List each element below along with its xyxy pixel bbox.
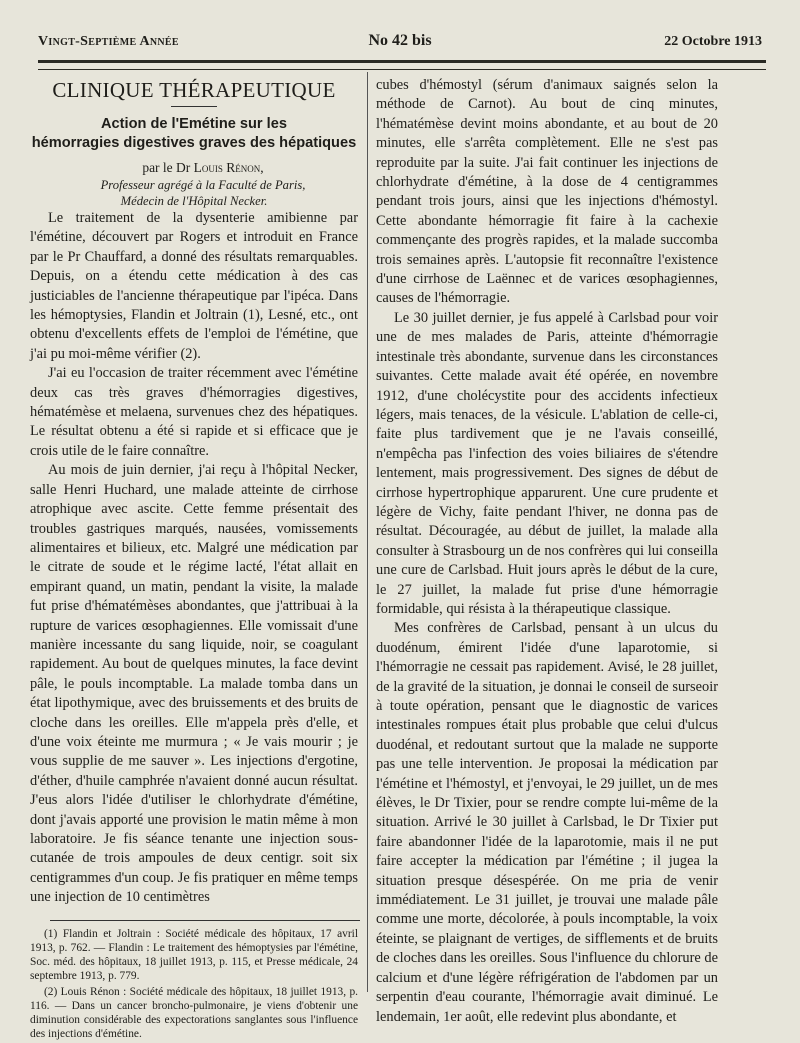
section-title: CLINIQUE THÉRAPEUTIQUE — [52, 78, 336, 102]
article-title-line2: hémorragies digestives graves des hépatiques — [31, 135, 357, 151]
issue-number: No 42 bis — [368, 32, 432, 49]
paragraph: Le 30 juillet dernier, je fus appelé à Carlsbad pour voir une de mes malades de Paris, atteinte d'hémorragie intestinale très abondante, survenue dans les circonstances suivantes. Cette malade avait été opérée, en novembre 1912, d'une cholécystite pour des accidents infectieux légers, mais tenaces, de la vésicule. L'ablation de celle-ci, faite plus tardivement que je ne l'avais conseillé, n'empêcha pas l'infection des voies biliaires de s'étendre lentement, mais progressivement. Des signes de début de cirrhose hypertrophique apparurent. Une cure prudente et légère de Vichy, faite pendant l'hiver, ne donna pas de résultat. Découragée, au début de juillet, la malade alla consulter à Strasbourg un de nos confrères qui lui conseilla une cure de Carlsbad. Huit jours après le début de la cure, le 27 juillet, la malade fut prise d'une hémorragie formidable, qui résista à la thérapeutique classique. — [376, 309, 718, 617]
byline-prefix: par le Dr — [142, 160, 191, 175]
issue-date: 22 Octobre 1913 — [664, 34, 762, 49]
paragraph: Mes confrères de Carlsbad, pensant à un ulcus du duodénum, émirent l'idée d'une laparotomie, si l'hémorragie ne cessait pas rapidement. Avisé, le 28 juillet, de la gravité de la situation, je donnai le conseil de surseoir à toute opération, pensant que le diagnostic de varices intestinales rompues était plus probable que celui d'ulcus duodénal, et redoutant surtout que la malade ne supporte pas une telle intervention. Je proposai la médication par l'émétine et l'hémostyl, et j'envoyai, le 29 juillet, un de mes élèves, le Dr Tixier, pour se rendre compte lui-même de la situation. Arrivé le 30 juillet à Carlsbad, le Dr Tixier put faire abandonner l'idée de la laparotomie, mais il ne put faire accepter la médication par l'émétine ; il jugea la situation presque désespérée. On me pria de venir immédiatement. Le 31 juillet, je trouvai une malade pâle comme une morte, décolorée, à pouls incomptable, la voix éteinte, se plaignant de vertiges, de sifflements et de bruits de cloches dans les oreilles. Sous l'influence du chlorure de calcium et d'une légère réfrigération de l'abdomen par un serpentin d'eau courante, l'hémorragie avait diminué. Le lendemain, 1er août, elle redevint plus abondante, et — [376, 620, 718, 1025]
footnotes — [30, 927, 358, 1041]
author-affiliation — [30, 177, 358, 209]
footnote: (2) Louis Rénon : Société médicale des hôpitaux, 18 juillet 1913, p. 116. — Dans un cancer broncho-pulmonaire, je viens d'obtenir une diminution considérable des expectorations sanglantes sous l'influence des injections d'émétine. — [30, 985, 358, 1040]
header-rule — [38, 60, 766, 70]
footnote-rule — [50, 920, 360, 921]
footnote: (1) Flandin et Joltrain : Société médicale des hôpitaux, 17 avril 1913, p. 762. — Flandin : Le traitement des hémoptysies par l'émétine, Soc. méd. des hôpitaux, 18 juillet 1913, p. 115, et Presse médicale, 24 septembre 1913, p. 779. — [30, 927, 358, 982]
title-rule — [171, 106, 217, 107]
article-title-line1: Action de l'Emétine sur les — [101, 116, 287, 132]
paragraph: cubes d'hémostyl (sérum d'animaux saignés selon la méthode de Carnot). Au bout de cinq minutes, l'hématémèse devint moins abondante, et au bout de 20 minutes, elle s'arrêta complètement. Elle ne s'est pas reproduite par la suite. J'ai fait continuer les injections de chlorhydrate d'émétine, à la dose de 4 centigrammes pendant trois jours, ainsi que les injections d'hémostyl. Cette abondante hémorragie fit faire à la cachexie commençante des progrès rapides, et la malade succomba trois semaines après. L'autopsie fit reconnaître l'existence d'une cirrhose de Laënnec et de varices œsophagiennes, causes de l'hémorragie. — [376, 77, 718, 307]
page-header — [38, 32, 762, 56]
left-column — [30, 76, 358, 1043]
affiliation-line2: Médecin de l'Hôpital Necker. — [120, 194, 268, 208]
paragraph: Au mois de juin dernier, j'ai reçu à l'hôpital Necker, salle Henri Huchard, une malade atteinte de cirrhose atrophique avec ascite. Cette femme présentait des troubles gastriques marqués, nausées, vomissements alimentaires et bilieux, etc. Malgré une médication par le citrate de soude et le régime lacté, l'état allait en empirant quand, un matin, pendant la visite, la malade fut prise d'hématémèses abondantes, que j'attribuai à la rupture de varices œsophagiennes. Elle vomissait d'une manière incessante du sang liquide, noir, se coagulant rapidement. Au bout de quelques minutes, la face devint pâle, le pouls incomptable. La malade tomba dans un état lipothymique, avec des bruissements et des bruits de cloche dans les oreilles. Elle m'appela près d'elle, et d'une voix éteinte me murmura ; « Je vais mourir ; je vous supplie de me sauver ». Les injections d'ergotine, d'éther, d'huile camphrée n'avaient donné aucun résultat. J'eus alors l'idée d'utiliser le chlorhydrate d'émétine, dont j'avais apporté une provision le matin même à mon laboratoire. Je fis séance tenante une injection sous-cutanée de trois ampoules de deux centigr. soit six centigrammes d'un coup. Je fis pratiquer en même temps une injection de 10 centimètres — [30, 462, 358, 906]
author-name: Louis Rénon, — [193, 160, 264, 175]
right-column — [376, 76, 718, 1027]
article-title — [30, 115, 358, 153]
byline — [30, 159, 358, 177]
column-divider — [367, 72, 368, 992]
volume-label: Vingt-Septième Année — [38, 34, 179, 49]
affiliation-line1: Professeur agrégé à la Faculté de Paris, — [100, 178, 306, 192]
paragraph: Le traitement de la dysenterie amibienne par l'émétine, découvert par Rogers et introduit en France par le Pr Chauffard, a donné des résultats remarquables. Depuis, on a étendu cette médication à des cas justiciables de l'ancienne thérapeutique par l'ipéca. Dans les hémoptysies, Flandin et Joltrain (1), Lesné, etc., ont obtenu d'excellents effets de l'emploi de l'émétine, que j'ai pu moi-même vérifier (2). — [30, 210, 358, 362]
paragraph: J'ai eu l'occasion de traiter récemment avec l'émétine deux cas très graves d'hémorragies digestives, hématémèse et melaena, survenues chez des hépatiques. Le résultat obtenu a été si rapide et si efficace que je crois utile de le faire connaître. — [30, 365, 358, 459]
